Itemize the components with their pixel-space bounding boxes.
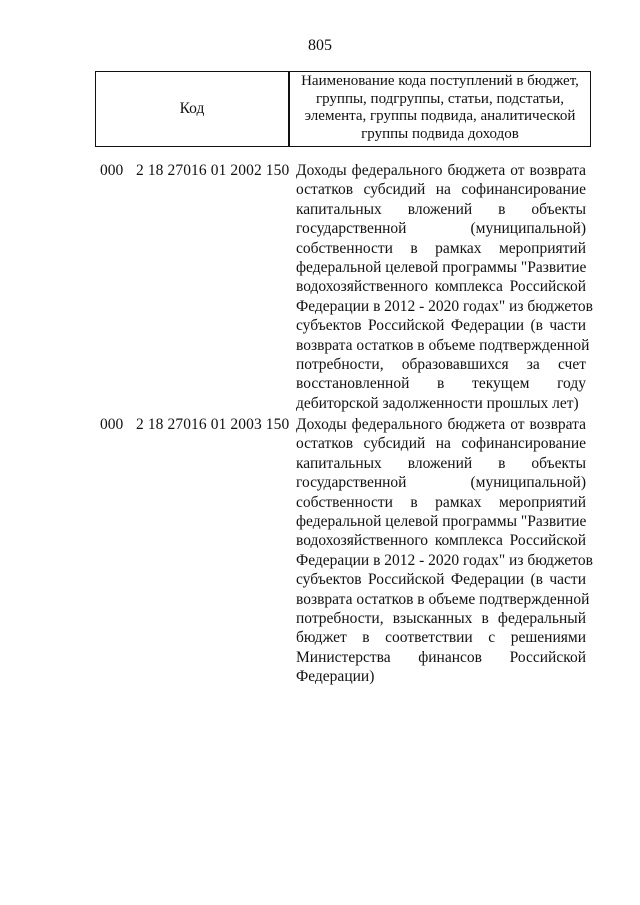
description-line: водохозяйственного комплекса Российской — [296, 278, 586, 296]
description-line: государственной (муниципальной) — [296, 220, 586, 238]
admin-code: 000 — [100, 416, 124, 434]
description-line: субъектов Российской Федерации (в части — [296, 317, 586, 335]
description-line: возврата остатков в объеме подтвержденной — [296, 336, 590, 354]
admin-code: 000 — [100, 162, 124, 179]
revenue-description — [296, 415, 593, 686]
description-line: остатков субсидий на софинансирование — [296, 181, 586, 199]
description-line: капитальных вложений в объекты — [296, 454, 586, 472]
description-line: потребности, образовавшихся за счет — [296, 355, 586, 373]
description-line: субъектов Российской Федерации (в части — [296, 571, 586, 589]
description-line: водохозяйственного комплекса Российской — [296, 532, 586, 550]
header-code-label: Код — [179, 100, 205, 117]
description-line: Министерства финансов Российской — [296, 648, 586, 666]
page-number: 805 — [308, 37, 332, 54]
table-body — [100, 161, 593, 689]
revenue-code: 2 18 27016 01 2003 150 — [136, 416, 290, 434]
description-line: Федерации в 2012 - 2020 годах" из бюджетов — [296, 551, 593, 569]
description-line: государственной (муниципальной) — [296, 474, 586, 492]
table-row — [100, 161, 593, 413]
description-line: собственности в рамках мероприятий — [296, 493, 586, 511]
description-line: остатков субсидий на софинансирование — [296, 435, 586, 453]
description-line: бюджет в соответствии с решениями — [296, 629, 586, 647]
description-line: потребности, взысканных в федеральный — [296, 609, 586, 627]
description-line: капитальных вложений в объекты — [296, 200, 586, 218]
description-line: Доходы федерального бюджета от возврата — [296, 162, 586, 179]
description-line: возврата остатков в объеме подтвержденной — [296, 590, 590, 608]
revenue-code: 2 18 27016 01 2002 150 — [136, 162, 290, 179]
header-name-label: Наименование кода поступлений в бюджет, группы, подгруппы, статьи, подстатьи, элемента, группы подвида, аналитической группы подвида доходов — [301, 73, 579, 142]
revenue-description — [296, 161, 593, 413]
table-row — [100, 415, 593, 686]
description-line: федеральной целевой программы "Развитие — [296, 258, 587, 276]
description-line: Федерации) — [296, 668, 375, 686]
description-line: Федерации в 2012 - 2020 годах" из бюджетов — [296, 297, 593, 315]
description-line: собственности в рамках мероприятий — [296, 239, 586, 257]
description-line: Доходы федерального бюджета от возврата — [296, 416, 586, 434]
table-header — [95, 71, 591, 147]
description-line: восстановленной в текущем году — [296, 375, 586, 393]
description-line: дебиторской задолженности прошлых лет) — [296, 394, 579, 412]
description-line: федеральной целевой программы "Развитие — [296, 513, 587, 531]
